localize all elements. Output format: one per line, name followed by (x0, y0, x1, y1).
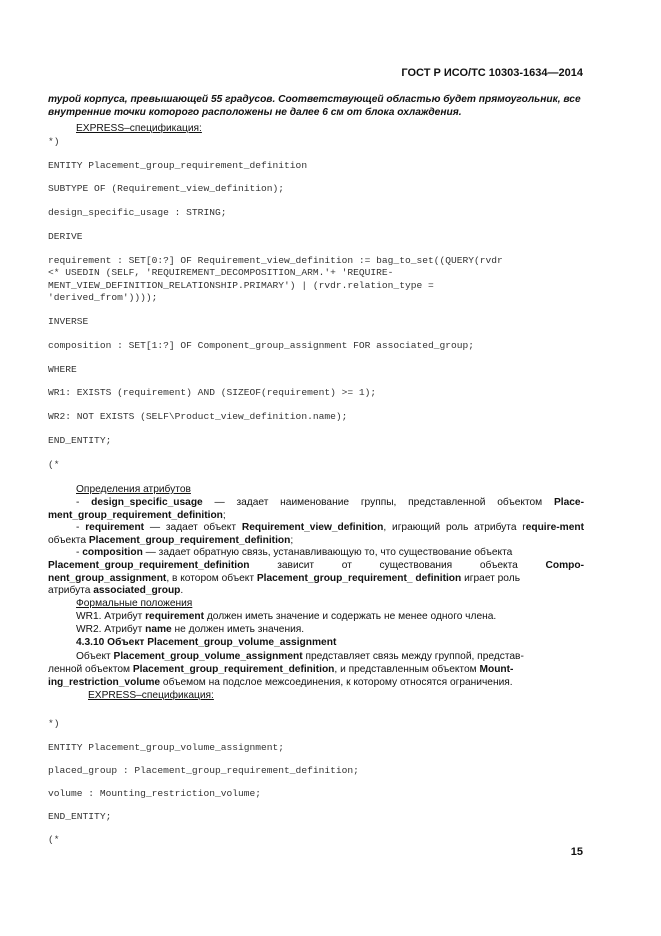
code-composition: composition : SET[1:?] OF Component_group_assignment FOR associated_group; (48, 340, 475, 351)
intro-line-1: турой корпуса, превышающей 55 градусов. Соответствующей областью будет прямоугольник, все (48, 94, 581, 105)
intro-paragraph (48, 94, 584, 119)
attribute-composition-line-3: nent_group_assignment, в котором объект Placement_group_requirement_ definition играет роль (48, 573, 521, 584)
code-entity-1: ENTITY Placement_group_requirement_definition (48, 160, 308, 171)
code-inverse: INVERSE (48, 316, 89, 327)
intro-line-2: внутренние точки которого расположены не далее 6 см от блока охлаждения. (48, 106, 462, 118)
standard-header: ГОСТ Р ИСО/ТС 10303-1634—2014 (401, 67, 583, 79)
code-entity-2: ENTITY Placement_group_volume_assignment; (48, 742, 285, 753)
section-title: 4.3.10 Объект Placement_group_volume_assignment (76, 637, 337, 648)
rules-heading: Формальные положения (76, 598, 193, 609)
code-requirement-2: <* USEDIN (SELF, 'REQUIREMENT_DECOMPOSITION_ARM.'+ 'REQUIRE- (48, 267, 394, 278)
attributes-heading: Определения атрибутов (76, 484, 191, 495)
attribute-composition-line-2: Placement_group_requirement_definition зависит от существования объекта Compo- (48, 560, 584, 571)
code-requirement-3: MENT_VIEW_DEFINITION_RELATIONSHIP.PRIMARY') | (rvdr.relation_type = (48, 280, 434, 291)
code-volume: volume : Mounting_restriction_volume; (48, 788, 262, 799)
code-where: WHERE (48, 364, 77, 375)
code-usage: design_specific_usage : STRING; (48, 207, 227, 218)
page-number: 15 (570, 846, 583, 858)
express-heading-2: EXPRESS–спецификация: (88, 690, 214, 701)
section-paragraph: Объект Placement_group_volume_assignment представляет связь между группой, представ- (76, 651, 524, 662)
code-requirement-1: requirement : SET[0:?] OF Requirement_view_definition := bag_to_set((QUERY(rvdr (48, 255, 503, 266)
code-end-2: END_ENTITY; (48, 811, 112, 822)
attribute-composition-line-4: атрибута associated_group. (48, 585, 184, 596)
rule-wr2: WR2. Атрибут name не должен иметь значения. (76, 624, 305, 635)
attribute-composition: - composition — задает обратную связь, устанавливающую то, что существование объекта (76, 547, 513, 558)
code-end-1: END_ENTITY; (48, 435, 112, 446)
code-requirement-4: 'derived_from')))); (48, 292, 158, 303)
rule-wr1: WR1. Атрибут requirement должен иметь значение и содержать не менее одного члена. (76, 611, 497, 622)
code-open-2: *) (48, 718, 60, 729)
code-wr2: WR2: NOT EXISTS (SELF\Product_view_definition.name); (48, 411, 348, 422)
code-wr1: WR1: EXISTS (requirement) AND (SIZEOF(requirement) >= 1); (48, 387, 377, 398)
code-open-1: *) (48, 136, 60, 147)
express-heading-1: EXPRESS–спецификация: (76, 123, 202, 134)
code-placed-group: placed_group : Placement_group_requirement_definition; (48, 765, 359, 776)
code-close-2: (* (48, 834, 60, 845)
attribute-requirement: - requirement — задает объект Requirement_view_definition, играющий роль атрибута require-ment объекта Placement_group_requirement_definition; (48, 522, 584, 546)
code-derive: DERIVE (48, 231, 83, 242)
code-close-1: (* (48, 459, 60, 470)
code-subtype: SUBTYPE OF (Requirement_view_definition); (48, 183, 285, 194)
attribute-design-specific-usage: - design_specific_usage — задает наименование группы, представленной объектом Place-ment_group_requirement_definition; (48, 497, 584, 521)
section-paragraph-line-3: ing_restriction_volume объемом на подслое межсоединения, к которому относятся ограничения. (48, 677, 513, 688)
section-paragraph-line-2: ленной объектом Placement_group_requirement_definition, и представленным объектом Mount- (48, 664, 514, 675)
